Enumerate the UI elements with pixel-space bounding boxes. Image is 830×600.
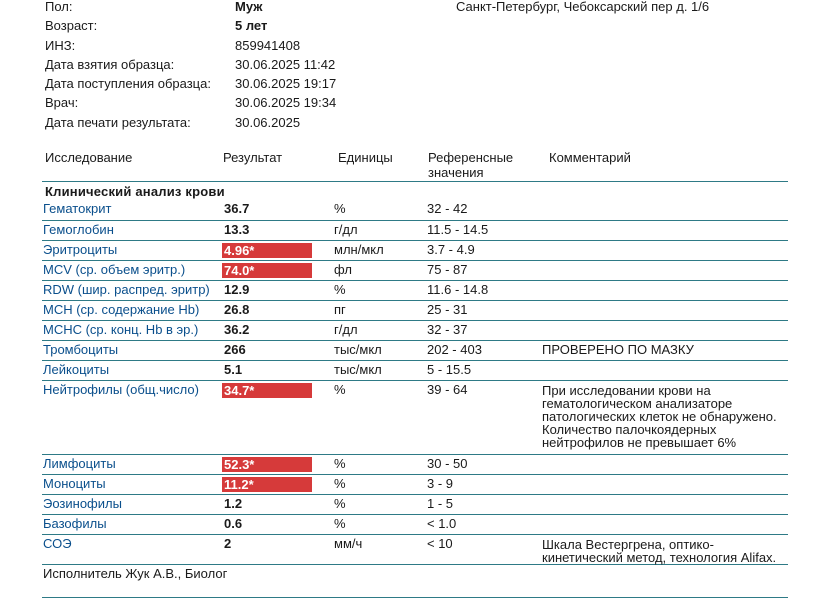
header-reference-line2: значения [428, 165, 484, 180]
row-ref: 39 - 64 [427, 382, 468, 397]
row-result: 36.2 [224, 322, 250, 337]
table-row-mch [42, 301, 788, 321]
table-row-erythrocytes [42, 241, 788, 261]
row-unit: % [334, 456, 346, 471]
row-unit: % [334, 382, 346, 397]
row-ref: < 1.0 [427, 516, 457, 531]
bottom-divider [42, 597, 788, 598]
row-comment: Шкала Вестергрена, оптико-кинетический метод, технология Alifax. [542, 537, 777, 565]
row-result: 266 [224, 342, 246, 357]
sample-received-label: Дата поступления образца: [45, 76, 211, 91]
row-name: Базофилы [43, 516, 107, 531]
print-date-label: Дата печати результата: [45, 115, 191, 130]
table-row-basophils [42, 515, 788, 535]
row-unit: % [334, 476, 346, 491]
row-result: 12.9 [224, 282, 250, 297]
table-row-hematocrit [42, 200, 788, 221]
row-unit: тыс/мкл [334, 342, 382, 357]
executor-signature-line: Исполнитель Жук А.В., Биолог [43, 566, 228, 581]
row-result: 36.7 [224, 201, 250, 216]
row-result: 0.6 [224, 516, 243, 531]
row-ref: 5 - 15.5 [427, 362, 472, 377]
table-row-neutrophils [42, 381, 788, 455]
table-row-platelets [42, 341, 788, 361]
row-result: 1.2 [224, 496, 243, 511]
row-ref: 30 - 50 [427, 456, 468, 471]
row-name: Нейтрофилы (общ.число) [43, 382, 199, 397]
doctor-value: 30.06.2025 19:34 [235, 95, 337, 110]
row-result: 5.1 [224, 362, 243, 377]
row-name: Лейкоциты [43, 362, 110, 377]
row-unit: мм/ч [334, 536, 363, 551]
row-ref: 11.6 - 14.8 [427, 282, 489, 297]
row-result-flagged: 34.7* [222, 383, 312, 398]
row-name: RDW (шир. распред. эритр) [43, 282, 210, 297]
row-unit: % [334, 496, 346, 511]
row-result: 13.3 [224, 222, 250, 237]
row-comment: При исследовании крови на гематологическом анализаторе патологических клеток не обнаружено. Количество палочкоядерных нейтрофилов не превышает 6% [542, 383, 777, 450]
row-ref: 3.7 - 4.9 [427, 242, 475, 257]
row-unit: фл [334, 262, 352, 277]
row-result-flagged: 11.2* [222, 477, 312, 492]
table-row-lymphocytes [42, 455, 788, 475]
row-name: СОЭ [43, 536, 72, 551]
table-row-monocytes [42, 475, 788, 495]
row-unit: тыс/мкл [334, 362, 382, 377]
row-ref: 3 - 9 [427, 476, 454, 491]
row-name: Тромбоциты [43, 342, 119, 357]
table-row-mcv [42, 261, 788, 281]
row-unit: г/дл [334, 222, 358, 237]
row-name: Лимфоциты [43, 456, 116, 471]
sample-taken-value: 30.06.2025 11:42 [235, 57, 336, 72]
row-result-flagged: 52.3* [222, 457, 312, 472]
row-ref: 1 - 5 [427, 496, 454, 511]
row-name: MCHC (ср. конц. Hb в эр.) [43, 322, 199, 337]
age-label: Возраст: [45, 18, 98, 33]
section-title: Клинический анализ крови [45, 184, 225, 199]
sample-taken-label: Дата взятия образца: [45, 57, 175, 72]
row-unit: пг [334, 302, 346, 317]
doctor-label: Врач: [45, 95, 79, 110]
lab-address: Санкт-Петербург, Чебоксарский пер д. 1/6 [456, 0, 710, 14]
row-name: MCV (ср. объем эритр.) [43, 262, 186, 277]
row-ref: 11.5 - 14.5 [427, 222, 489, 237]
row-name: Эритроциты [43, 242, 118, 257]
row-result: 2 [224, 536, 232, 551]
row-ref: < 10 [427, 536, 453, 551]
row-ref: 32 - 37 [427, 322, 468, 337]
header-units: Единицы [338, 150, 393, 165]
row-name: Гемоглобин [43, 222, 114, 237]
table-row-hemoglobin [42, 221, 788, 241]
row-name: Эозинофилы [43, 496, 122, 511]
row-unit: млн/мкл [334, 242, 384, 257]
print-date-value: 30.06.2025 [235, 115, 301, 130]
row-ref: 32 - 42 [427, 201, 468, 216]
table-row-eosinophils [42, 495, 788, 515]
header-reference [428, 150, 513, 180]
row-comment: ПРОВЕРЕНО ПО МАЗКУ [542, 342, 694, 357]
row-result: 26.8 [224, 302, 250, 317]
age-value: 5 лет [235, 18, 268, 33]
header-study: Исследование [45, 150, 133, 165]
row-name: Моноциты [43, 476, 106, 491]
row-name: Гематокрит [43, 201, 112, 216]
row-ref: 202 - 403 [427, 342, 482, 357]
row-unit: % [334, 282, 346, 297]
header-comment: Комментарий [549, 150, 631, 165]
sample-received-value: 30.06.2025 19:17 [235, 76, 337, 91]
row-unit: % [334, 201, 346, 216]
gender-value: Муж [235, 0, 263, 14]
row-unit: г/дл [334, 322, 358, 337]
table-row-rdw [42, 281, 788, 301]
table-row-leukocytes [42, 361, 788, 381]
table-row-esr [42, 535, 788, 565]
row-ref: 25 - 31 [427, 302, 468, 317]
table-row-mchc [42, 321, 788, 341]
row-unit: % [334, 516, 346, 531]
header-reference-line1: Референсные [428, 150, 514, 165]
row-ref: 75 - 87 [427, 262, 468, 277]
row-name: MCH (ср. содержание Hb) [43, 302, 200, 317]
inz-label: ИНЗ: [45, 38, 76, 53]
gender-label: Пол: [45, 0, 73, 14]
header-result: Результат [223, 150, 283, 165]
inz-value: 859941408 [235, 38, 301, 53]
row-result-flagged: 4.96* [222, 243, 312, 258]
row-result-flagged: 74.0* [222, 263, 312, 278]
header-divider [42, 181, 788, 182]
